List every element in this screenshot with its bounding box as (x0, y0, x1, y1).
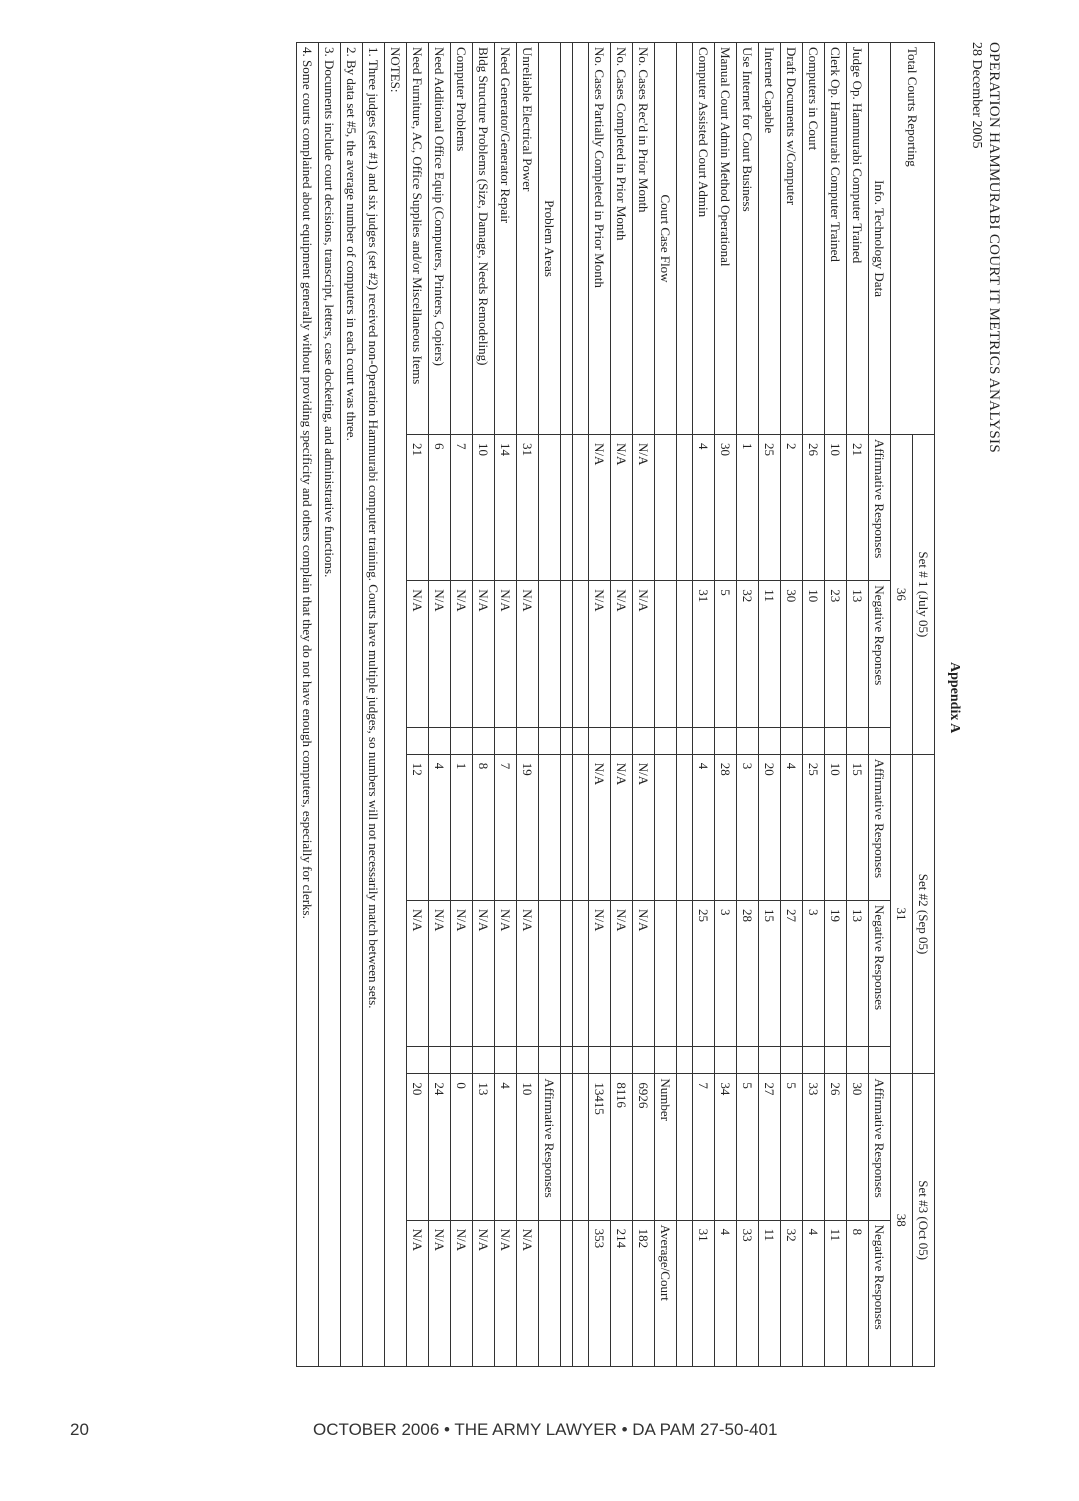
table-row (495, 43, 517, 1367)
spacer-cell (539, 900, 561, 1046)
value-cell: 4 (495, 1074, 517, 1220)
row-label: Internet Capable (759, 43, 781, 435)
spacer-cell (573, 43, 589, 435)
value-cell: 13415 (589, 1074, 611, 1220)
spacer-cell (677, 1220, 693, 1366)
value-cell: N/A (611, 435, 633, 581)
value-cell: 31 (693, 581, 715, 727)
value-cell: N/A (611, 900, 633, 1046)
table-row (573, 43, 589, 1367)
spacer-cell (825, 727, 847, 754)
note-text: 2. By data set #5, the average number of computers in each court was three. (341, 43, 363, 1367)
value-cell: 4 (803, 1220, 825, 1366)
spacer-cell (869, 727, 891, 754)
value-cell: N/A (611, 581, 633, 727)
value-cell: 10 (473, 435, 495, 581)
notes-label: NOTES: (385, 43, 407, 1367)
value-cell: N/A (517, 581, 539, 727)
value-cell: 12 (407, 754, 429, 900)
spacer-cell (655, 900, 677, 1046)
row-label: Computer Problems (451, 43, 473, 435)
value-cell: 5 (715, 581, 737, 727)
value-cell: N/A (517, 1220, 539, 1366)
value-cell: 182 (633, 1220, 655, 1366)
publication-footer: OCTOBER 2006 • THE ARMY LAWYER • DA PAM 27-50-401 (313, 1420, 778, 1439)
table-row (363, 43, 385, 1367)
row-label: Need Additional Office Equip (Computers, Printers, Copiers) (429, 43, 451, 435)
spacer-cell (561, 727, 573, 754)
value-cell: 33 (737, 1220, 759, 1366)
value-cell: 33 (803, 1074, 825, 1220)
spacer-cell (473, 1047, 495, 1074)
value-cell: 25 (803, 754, 825, 900)
spacer-cell (451, 727, 473, 754)
spacer-cell (561, 1047, 573, 1074)
value-cell: N/A (473, 581, 495, 727)
spacer-cell (611, 727, 633, 754)
value-cell: 31 (517, 435, 539, 581)
table-row (677, 43, 693, 1367)
spacer-cell (677, 43, 693, 435)
value-cell: 8116 (611, 1074, 633, 1220)
col-negative: Negative Reponses (869, 581, 891, 727)
info-section-title: Info. Technology Data (869, 43, 891, 435)
value-cell: N/A (589, 581, 611, 727)
value-cell: 30 (847, 1074, 869, 1220)
spacer-cell (539, 581, 561, 727)
value-cell: N/A (633, 581, 655, 727)
table-row (759, 43, 781, 1367)
value-cell: N/A (495, 581, 517, 727)
table-row (561, 43, 573, 1367)
value-cell: N/A (429, 1220, 451, 1366)
spacer-cell (693, 1047, 715, 1074)
row-label: No. Cases Rec'd in Prior Month (633, 43, 655, 435)
value-cell: 4 (693, 435, 715, 581)
total-courts-label: Total Courts Reporting (891, 43, 935, 435)
note-text: 4. Some courts complained about equipment generally without providing specificity and others complain that they do not have enough computers, especially for clerks. (297, 43, 319, 1367)
value-cell: 5 (781, 1074, 803, 1220)
col-affirmative: Affirmative Responses (869, 435, 891, 581)
document-title: OPERATION HAMMURABI COURT IT METRICS ANALYSIS (986, 42, 1002, 453)
col-number: Number (655, 1074, 677, 1220)
value-cell: 6 (429, 435, 451, 581)
spacer-cell (715, 727, 737, 754)
value-cell: 30 (715, 435, 737, 581)
spacer-cell (561, 754, 573, 900)
value-cell: 26 (803, 435, 825, 581)
spacer-cell (759, 727, 781, 754)
row-label: Judge Op. Hammurabi Computer Trained (847, 43, 869, 435)
table-row (539, 43, 561, 1367)
value-cell: N/A (633, 754, 655, 900)
row-label: No. Cases Partially Completed in Prior Month (589, 43, 611, 435)
value-cell: 4 (429, 754, 451, 900)
value-cell: 1 (451, 754, 473, 900)
spacer-cell (561, 1220, 573, 1366)
spacer-cell (847, 1047, 869, 1074)
row-label: Clerk Op. Hammurabi Computer Trained (825, 43, 847, 435)
value-cell: 31 (693, 1220, 715, 1366)
table-row (473, 43, 495, 1367)
value-cell: 10 (803, 581, 825, 727)
table-row (319, 43, 341, 1367)
value-cell: N/A (633, 900, 655, 1046)
row-label: Computers in Court (803, 43, 825, 435)
row-label: Unreliable Electrical Power (517, 43, 539, 435)
value-cell: 214 (611, 1220, 633, 1366)
value-cell: N/A (407, 1220, 429, 1366)
value-cell: 4 (715, 1220, 737, 1366)
spacer-cell (495, 1047, 517, 1074)
value-cell: 21 (847, 435, 869, 581)
table-row (737, 43, 759, 1367)
value-cell: 25 (759, 435, 781, 581)
spacer-cell (561, 43, 573, 435)
spacer-cell (737, 1047, 759, 1074)
value-cell: 27 (759, 1074, 781, 1220)
rotated-page (65, 42, 1010, 1412)
value-cell: N/A (407, 581, 429, 727)
spacer-cell (803, 1047, 825, 1074)
value-cell: 7 (693, 1074, 715, 1220)
value-cell: N/A (611, 754, 633, 900)
col-average: Average/Court (655, 1220, 677, 1366)
value-cell: 20 (759, 754, 781, 900)
table-row (869, 43, 891, 1367)
value-cell: 6926 (633, 1074, 655, 1220)
value-cell: 19 (825, 900, 847, 1046)
value-cell: 30 (781, 581, 803, 727)
set-2-header: Set #2 (Sep 05) (913, 754, 935, 1074)
value-cell: 21 (407, 435, 429, 581)
appendix-label: Appendix A (947, 662, 962, 734)
row-label: Manual Court Admin Method Operational (715, 43, 737, 435)
value-cell: 10 (825, 754, 847, 900)
value-cell: 4 (693, 754, 715, 900)
table-row (451, 43, 473, 1367)
value-cell: 8 (847, 1220, 869, 1366)
value-cell: 10 (517, 1074, 539, 1220)
value-cell: N/A (589, 754, 611, 900)
value-cell: 0 (451, 1074, 473, 1220)
spacer-cell (539, 754, 561, 900)
value-cell: 10 (825, 435, 847, 581)
value-cell: 28 (715, 754, 737, 900)
table-row (589, 43, 611, 1367)
spacer-cell (803, 727, 825, 754)
spacer-cell (655, 1047, 677, 1074)
value-cell: N/A (495, 1220, 517, 1366)
spacer-cell (561, 900, 573, 1046)
table-row (715, 43, 737, 1367)
row-label: Need Generator/Generator Repair (495, 43, 517, 435)
value-cell: 1 (737, 435, 759, 581)
value-cell: 3 (737, 754, 759, 900)
table-row (655, 43, 677, 1367)
value-cell: N/A (517, 900, 539, 1046)
table-row (341, 43, 363, 1367)
set-1-total: 36 (891, 435, 913, 755)
spacer-cell (561, 581, 573, 727)
spacer-cell (655, 727, 677, 754)
table-row (297, 43, 319, 1367)
page-number: 20 (70, 1420, 89, 1439)
value-cell: 23 (825, 581, 847, 727)
value-cell: 34 (715, 1074, 737, 1220)
col-affirmative: Affirmative Responses (539, 1074, 561, 1220)
spacer-cell (429, 727, 451, 754)
value-cell: 4 (781, 754, 803, 900)
value-cell: 32 (781, 1220, 803, 1366)
set-3-total: 38 (891, 1074, 913, 1367)
spacer-cell (781, 727, 803, 754)
spacer-cell (517, 727, 539, 754)
table-row (407, 43, 429, 1367)
value-cell: 26 (825, 1074, 847, 1220)
value-cell: 14 (495, 435, 517, 581)
spacer-cell (495, 727, 517, 754)
spacer-cell (693, 727, 715, 754)
spacer-cell (633, 727, 655, 754)
table-row (913, 43, 935, 1367)
spacer-cell (633, 1047, 655, 1074)
table-row (633, 43, 655, 1367)
value-cell: N/A (451, 900, 473, 1046)
note-text: 1. Three judges (set #1) and six judges (set #2) received non-Operation Hammurabi computer training. Courts have multiple judges, so numbers will not necessarily match between sets. (363, 43, 385, 1367)
set-3-header: Set #3 (Oct 05) (913, 1074, 935, 1367)
spacer-cell (655, 754, 677, 900)
document-date: 28 December 2005 (969, 42, 984, 149)
value-cell: 13 (473, 1074, 495, 1220)
table-row (847, 43, 869, 1367)
spacer-cell (573, 727, 589, 754)
col-affirmative: Affirmative Responses (869, 754, 891, 900)
spacer-cell (589, 1047, 611, 1074)
note-text: 3. Documents include court decisions, transcript, letters, case docketing, and administrative functions. (319, 43, 341, 1367)
value-cell: 13 (847, 900, 869, 1046)
value-cell: 2 (781, 435, 803, 581)
row-label: Computer Assisted Court Admin (693, 43, 715, 435)
table-row (385, 43, 407, 1367)
value-cell: 15 (847, 754, 869, 900)
table-row (517, 43, 539, 1367)
spacer-cell (677, 435, 693, 581)
table-row (803, 43, 825, 1367)
spacer-cell (473, 727, 495, 754)
spacer-cell (573, 1220, 589, 1366)
table-row (825, 43, 847, 1367)
value-cell: 11 (825, 1220, 847, 1366)
spacer-cell (429, 1047, 451, 1074)
value-cell: N/A (407, 900, 429, 1046)
value-cell: N/A (473, 900, 495, 1046)
value-cell: N/A (589, 900, 611, 1046)
spacer-cell (869, 1047, 891, 1074)
col-negative: Negative Responses (869, 900, 891, 1046)
value-cell: N/A (451, 581, 473, 727)
value-cell: 13 (847, 581, 869, 727)
row-label: Use Internet for Court Business (737, 43, 759, 435)
value-cell: 28 (737, 900, 759, 1046)
spacer-cell (677, 1047, 693, 1074)
row-label: Bldg Structure Problems (Size, Damage, Needs Remodeling) (473, 43, 495, 435)
spacer-cell (655, 581, 677, 727)
value-cell: 19 (517, 754, 539, 900)
table-row (693, 43, 715, 1367)
spacer-cell (539, 435, 561, 581)
spacer-cell (573, 1047, 589, 1074)
value-cell: N/A (589, 435, 611, 581)
spacer-cell (677, 754, 693, 900)
value-cell: 7 (451, 435, 473, 581)
spacer-cell (517, 1047, 539, 1074)
value-cell: 3 (803, 900, 825, 1046)
spacer-cell (407, 1047, 429, 1074)
set-1-header: Set # 1 (July 05) (913, 435, 935, 755)
value-cell: 15 (759, 900, 781, 1046)
value-cell: 8 (473, 754, 495, 900)
value-cell: N/A (633, 435, 655, 581)
spacer-cell (573, 435, 589, 581)
value-cell: 20 (407, 1074, 429, 1220)
value-cell: 24 (429, 1074, 451, 1220)
spacer-cell (539, 1220, 561, 1366)
spacer-cell (539, 727, 561, 754)
metrics-table (296, 42, 935, 1367)
spacer-cell (737, 727, 759, 754)
spacer-cell (573, 900, 589, 1046)
spacer-cell (611, 1047, 633, 1074)
value-cell: 25 (693, 900, 715, 1046)
value-cell: 7 (495, 754, 517, 900)
spacer-cell (677, 900, 693, 1046)
spacer-cell (407, 727, 429, 754)
spacer-cell (759, 1047, 781, 1074)
spacer-cell (847, 727, 869, 754)
spacer-cell (677, 727, 693, 754)
spacer-cell (655, 435, 677, 581)
table-row (429, 43, 451, 1367)
value-cell: 32 (737, 581, 759, 727)
value-cell: N/A (429, 581, 451, 727)
table-row (611, 43, 633, 1367)
spacer-cell (573, 1074, 589, 1220)
set-2-total: 31 (891, 754, 913, 1074)
spacer-cell (677, 581, 693, 727)
value-cell: 3 (715, 900, 737, 1046)
spacer-cell (589, 727, 611, 754)
value-cell: N/A (429, 900, 451, 1046)
table-row (781, 43, 803, 1367)
col-affirmative: Affirmative Responses (869, 1074, 891, 1220)
spacer-cell (677, 1074, 693, 1220)
spacer-cell (451, 1047, 473, 1074)
value-cell: 11 (759, 581, 781, 727)
value-cell: N/A (473, 1220, 495, 1366)
spacer-cell (561, 435, 573, 581)
value-cell: 353 (589, 1220, 611, 1366)
spacer-cell (781, 1047, 803, 1074)
value-cell: 11 (759, 1220, 781, 1366)
row-label: No. Cases Completed in Prior Month (611, 43, 633, 435)
spacer-cell (715, 1047, 737, 1074)
row-label: Draft Documents w/Computer (781, 43, 803, 435)
spacer-cell (573, 581, 589, 727)
value-cell: 27 (781, 900, 803, 1046)
spacer-cell (561, 1074, 573, 1220)
flow-section-title: Court Case Flow (655, 43, 677, 435)
spacer-cell (539, 1047, 561, 1074)
col-negative: Negative Responses (869, 1220, 891, 1366)
row-label: Need Furniture, AC, Office Supplies and/or Miscellaneous Items (407, 43, 429, 435)
problem-section-title: Problem Areas (539, 43, 561, 435)
spacer-cell (573, 754, 589, 900)
spacer-cell (825, 1047, 847, 1074)
value-cell: 5 (737, 1074, 759, 1220)
value-cell: N/A (495, 900, 517, 1046)
value-cell: N/A (451, 1220, 473, 1366)
